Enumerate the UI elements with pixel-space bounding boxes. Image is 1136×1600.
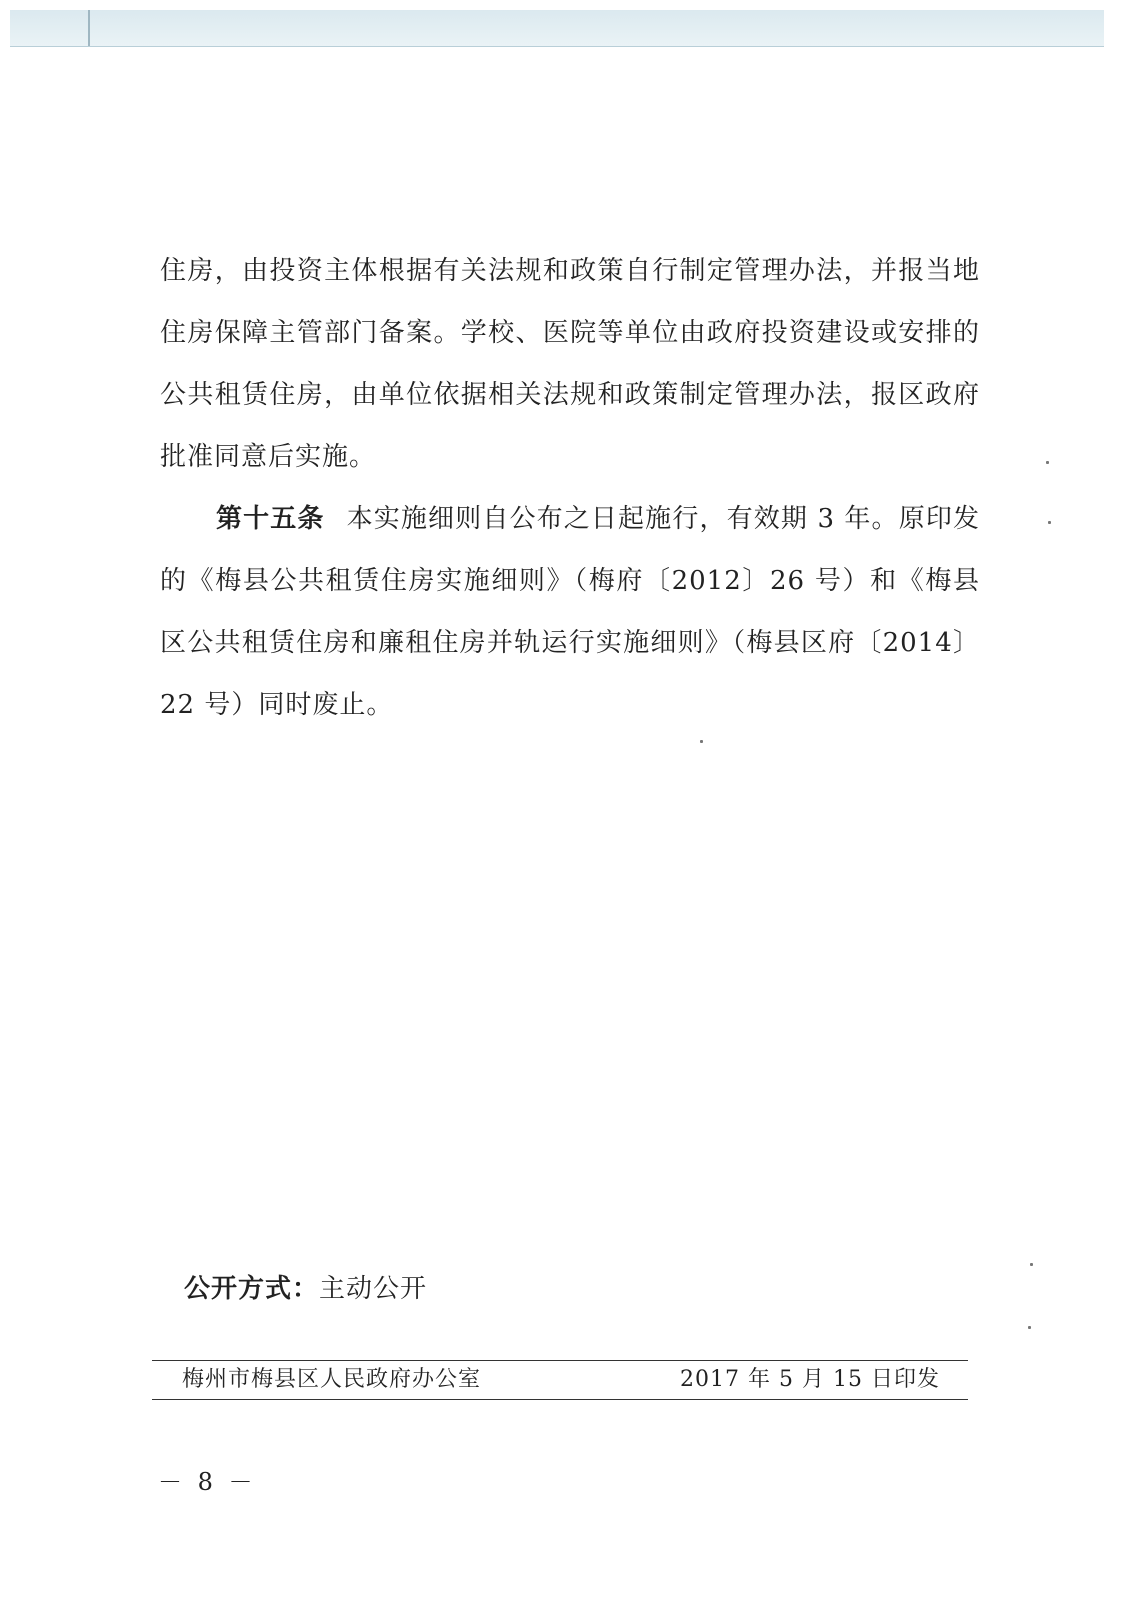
- footer-rule-bottom: [152, 1399, 968, 1400]
- scan-edge-mark: [88, 10, 90, 46]
- scan-edge-band: [10, 10, 1104, 47]
- scan-speck: [700, 740, 703, 743]
- scan-speck: [1030, 1263, 1033, 1266]
- footer-issuer: 梅州市梅县区人民政府办公室: [182, 1367, 482, 1392]
- scan-speck: [1048, 521, 1051, 524]
- footer-issue-date: 2017 年 5 月 15 日印发: [680, 1367, 940, 1392]
- paragraph-continuation: 住房，由投资主体根据有关法规和政策自行制定管理办法，并报当地住房保障主管部门备案。学校、医院等单位由政府投资建设或安排的公共租赁住房，由单位依据相关法规和政策制定管理办法，报区政府批准同意后实施。: [160, 256, 980, 472]
- disclosure-method: [184, 1268, 427, 1305]
- document-body: [160, 240, 980, 736]
- article-15: [160, 488, 980, 736]
- scan-speck: [1028, 1326, 1031, 1329]
- scan-speck: [1046, 461, 1049, 464]
- disclosure-value: 主动公开: [319, 1274, 428, 1304]
- disclosure-label: 公开方式：: [184, 1274, 320, 1304]
- article-15-text: 本实施细则自公布之日起施行，有效期 3 年。原印发的《梅县公共租赁住房实施细则》（梅府〔2012〕26 号）和《梅县区公共租赁住房和廉租住房并轨运行实施细则》（梅县区府〔2014〕22 号）同时废止。: [160, 504, 980, 720]
- article-15-label: 第十五条: [216, 504, 325, 534]
- page-number: － 8 －: [158, 1468, 257, 1496]
- footer-rule-top: [152, 1360, 968, 1361]
